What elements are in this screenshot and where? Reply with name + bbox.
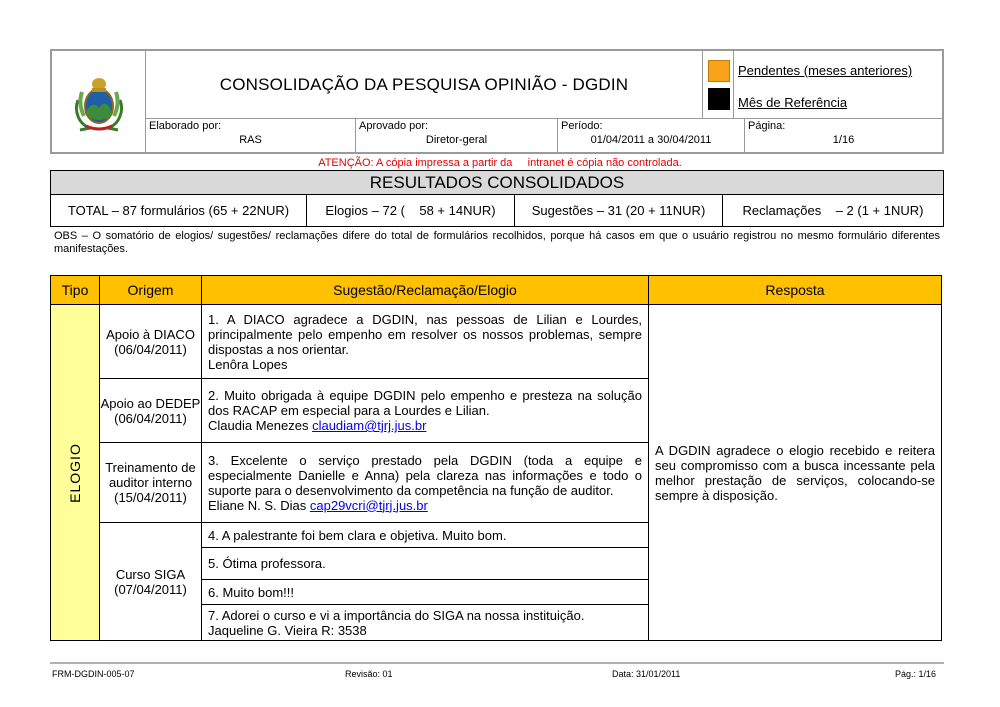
footer-date: Data: 31/01/2011 [612, 669, 681, 679]
origin-cell: Curso SIGA (07/04/2011) [100, 523, 202, 640]
meta-value: 1/16 [832, 134, 855, 146]
meta-elaborado [146, 119, 356, 152]
meta-label: Período: [561, 120, 603, 132]
feedback-table [50, 275, 942, 641]
entry-author: Lenôra Lopes [208, 356, 288, 372]
entry-text: 1. A DIACO agradece a DGDIN, nas pessoas de Lilian e Lourdes, principalmente pelo empenho em resolver os nossos problemas, sempre dispostas a nos orientar. [208, 311, 642, 357]
entry-signature [208, 498, 642, 513]
results-sugestoes: Sugestões – 31 (20 + 11NUR) [515, 195, 723, 226]
meta-label: Aprovado por: [359, 120, 429, 132]
tipo-label: ELOGIO [67, 442, 83, 503]
entry-signature [208, 418, 642, 433]
origin-cell: Treinamento de auditor interno (15/04/2011) [100, 443, 202, 523]
feedback-entry [202, 443, 649, 523]
response-cell: A DGDIN agradece o elogio recebido e reitera seu compromisso com a busca incessante pela melhor prestação de serviços, colocando-se sempre à disposição. [655, 442, 935, 503]
entry-text: 3. Excelente o serviço prestado pela DGDIN (toda a equipe e especialmente Danielle e Anna) pela clareza nas informações e todo o suporte para o desenvolvimento da competência na função de auditor. [208, 452, 642, 498]
footer-page: Pág.: 1/16 [895, 669, 937, 679]
feedback-entry [202, 605, 649, 640]
results-summary [50, 170, 944, 227]
entry-text: 5. Ótima professora. [208, 556, 326, 571]
footer-revision: Revisão: 01 [345, 669, 393, 679]
entry-text: 2. Muito obrigada à equipe DGDIN pelo empenho e presteza na solução dos RACAP em especial para a Lourdes e Lilian. [208, 388, 642, 418]
feedback-entry [202, 379, 649, 443]
document-title: CONSOLIDAÇÃO DA PESQUISA OPINIÃO - DGDIN [146, 51, 703, 119]
column-header-origem: Origem [100, 276, 202, 305]
results-elogios: Elogios – 72 ( 58 + 14NUR) [307, 195, 515, 226]
document-header [50, 49, 944, 154]
footer-divider [50, 662, 944, 664]
column-header-sugestao: Sugestão/Reclamação/Elogio [202, 276, 649, 305]
column-header-tipo: Tipo [51, 276, 100, 305]
origin-cell: Apoio ao DEDEP (06/04/2011) [100, 379, 202, 443]
column-header-resposta: Resposta [649, 276, 941, 305]
entry-text: 4. A palestrante foi bem clara e objetiva. Muito bom. [208, 527, 507, 543]
entry-text: 7. Adorei o curso e vi a importância do SIGA na nossa instituição. [208, 607, 585, 623]
legend-label-reference-month[interactable]: Mês de Referência [738, 95, 848, 110]
feedback-entry [202, 523, 649, 548]
meta-periodo [558, 119, 745, 152]
footer-form-code: FRM-DGDIN-005-07 [52, 669, 135, 679]
entry-author: Jaqueline G. Vieira R: 3538 [208, 622, 367, 638]
entry-author: Eliane N. S. Dias [208, 497, 307, 513]
legend-item-reference-month [703, 85, 942, 119]
coat-of-arms-icon [72, 70, 126, 134]
meta-pagina [745, 119, 942, 152]
results-title: RESULTADOS CONSOLIDADOS [51, 171, 943, 195]
meta-value: Diretor-geral [425, 134, 488, 146]
results-reclamacoes: Reclamações – 2 (1 + 1NUR) [742, 203, 924, 218]
entry-text: 6. Muito bom!!! [208, 584, 294, 600]
origin-cell: Apoio à DIACO (06/04/2011) [100, 305, 202, 379]
meta-label: Elaborado por: [149, 120, 222, 132]
feedback-entry [202, 305, 649, 379]
results-total: TOTAL – 87 formulários (65 + 22NUR) [51, 195, 307, 226]
entry-email-link[interactable]: cap29vcri@tjrj.jus.br [309, 497, 428, 513]
meta-value: 01/04/2011 a 30/04/2011 [590, 134, 712, 146]
observation-note: OBS – O somatório de elogios/ sugestões/ reclamações difere do total de formulários recolhidos, porque há casos em que o usuário registrou no mesmo formulário diferentes manifestações. [54, 230, 940, 255]
feedback-entry [202, 548, 649, 580]
entry-email-link[interactable]: claudiam@tjrj.jus.br [312, 418, 427, 433]
tipo-cell [51, 305, 100, 640]
orange-swatch-icon [708, 60, 730, 82]
meta-value: RAS [239, 134, 262, 146]
legend-item-pending [703, 51, 942, 85]
meta-label: Página: [748, 120, 786, 132]
coat-of-arms-logo [52, 51, 146, 152]
status-legend [703, 51, 942, 119]
black-swatch-icon [708, 88, 730, 110]
copy-warning: ATENÇÃO: A cópia impressa a partir da intranet é cópia não controlada. [318, 157, 682, 169]
feedback-entry [202, 580, 649, 605]
legend-label-pending[interactable]: Pendentes (meses anteriores) [738, 63, 913, 78]
entry-author: Claudia Menezes [208, 418, 309, 433]
meta-aprovado [356, 119, 558, 152]
